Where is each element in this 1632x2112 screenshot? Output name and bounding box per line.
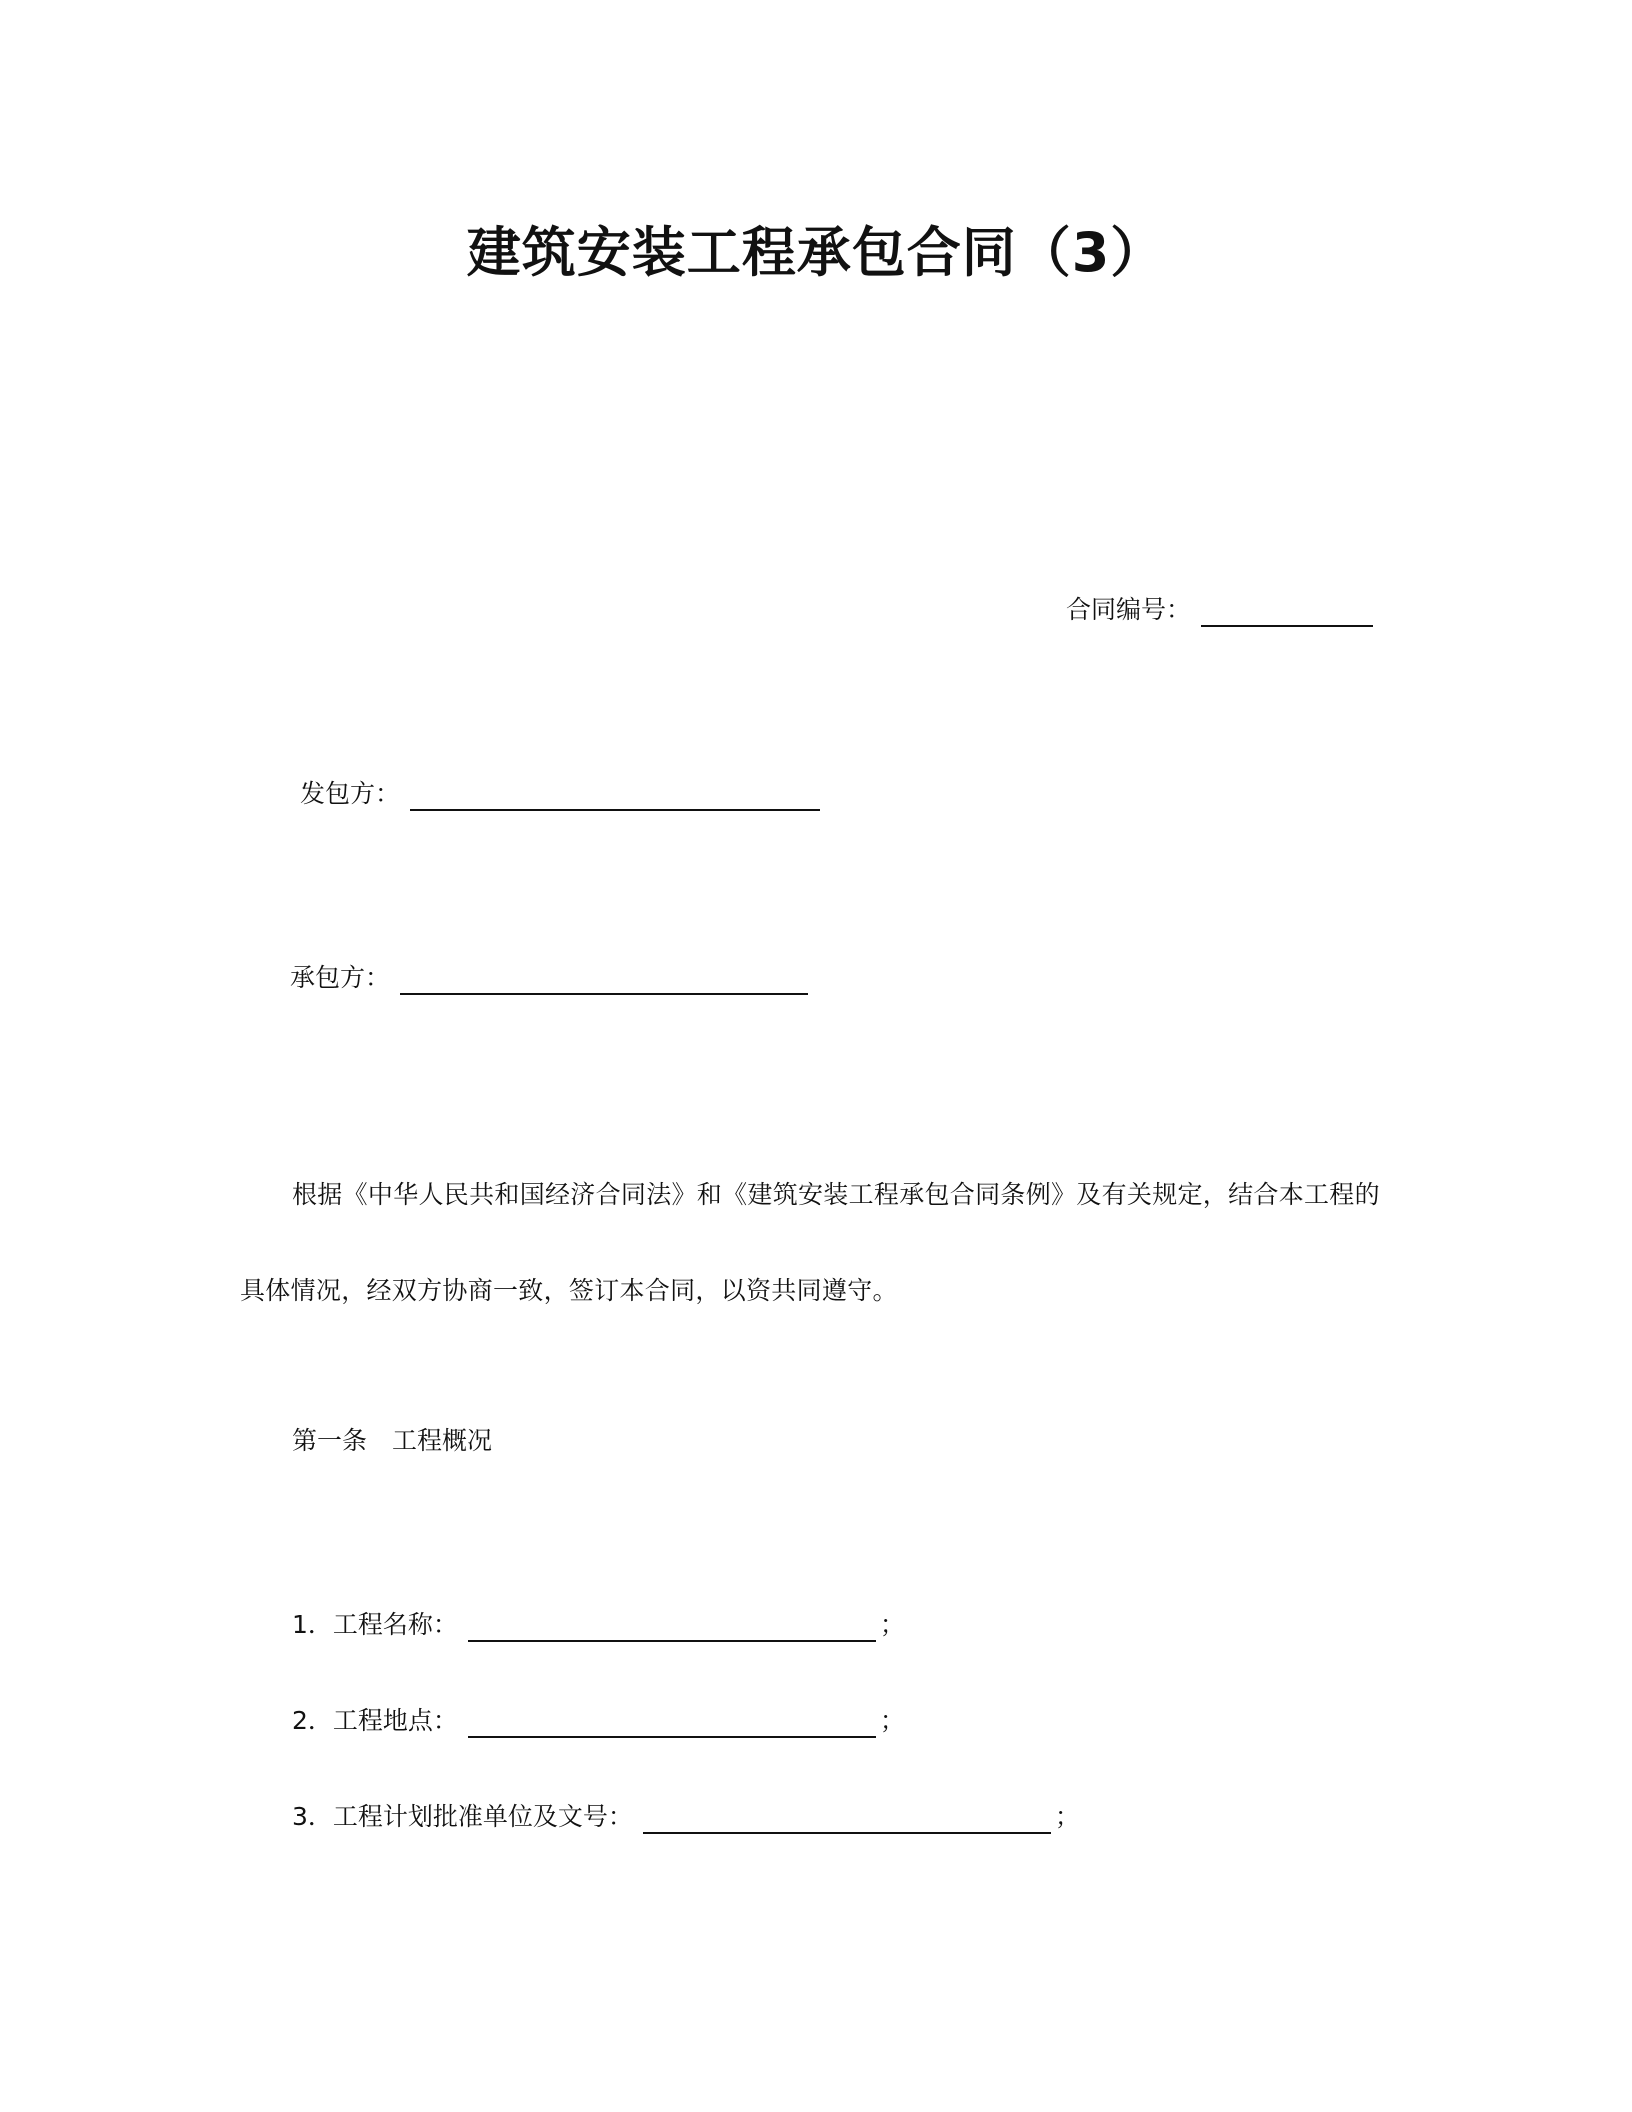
contract-number-blank[interactable] <box>1201 595 1373 627</box>
approval-unit-blank[interactable] <box>643 1802 1051 1834</box>
contract-number-row <box>1066 593 1373 627</box>
item-3-end: ； <box>1054 1802 1080 1831</box>
party-a-label: 发包方： <box>300 779 401 808</box>
party-b-row <box>290 961 808 995</box>
item-2-label: 2．工程地点： <box>292 1706 458 1735</box>
item-1-end: ； <box>879 1610 905 1639</box>
article-one-item-1 <box>292 1608 905 1642</box>
party-b-label: 承包方： <box>290 963 391 992</box>
document-title: 建筑安装工程承包合同（3） <box>466 221 1166 284</box>
project-name-blank[interactable] <box>468 1610 876 1642</box>
item-2-end: ； <box>879 1706 905 1735</box>
contract-number-label: 合同编号： <box>1066 595 1192 624</box>
party-b-blank[interactable] <box>400 963 808 995</box>
article-one-heading: 第一条 工程概况 <box>292 1426 493 1455</box>
intro-paragraph: 根据《中华人民共和国经济合同法》和《建筑安装工程承包合同条例》及有关规定，结合本工程的具体情况，经双方协商一致，签订本合同，以资共同遵守。 <box>240 1180 1380 1305</box>
article-one-item-3 <box>292 1800 1080 1834</box>
party-a-blank[interactable] <box>410 779 820 811</box>
article-one-item-2 <box>292 1704 905 1738</box>
item-1-label: 1．工程名称： <box>292 1610 458 1639</box>
project-location-blank[interactable] <box>468 1706 876 1738</box>
item-3-label: 3．工程计划批准单位及文号： <box>292 1802 633 1831</box>
party-a-row <box>300 777 820 811</box>
